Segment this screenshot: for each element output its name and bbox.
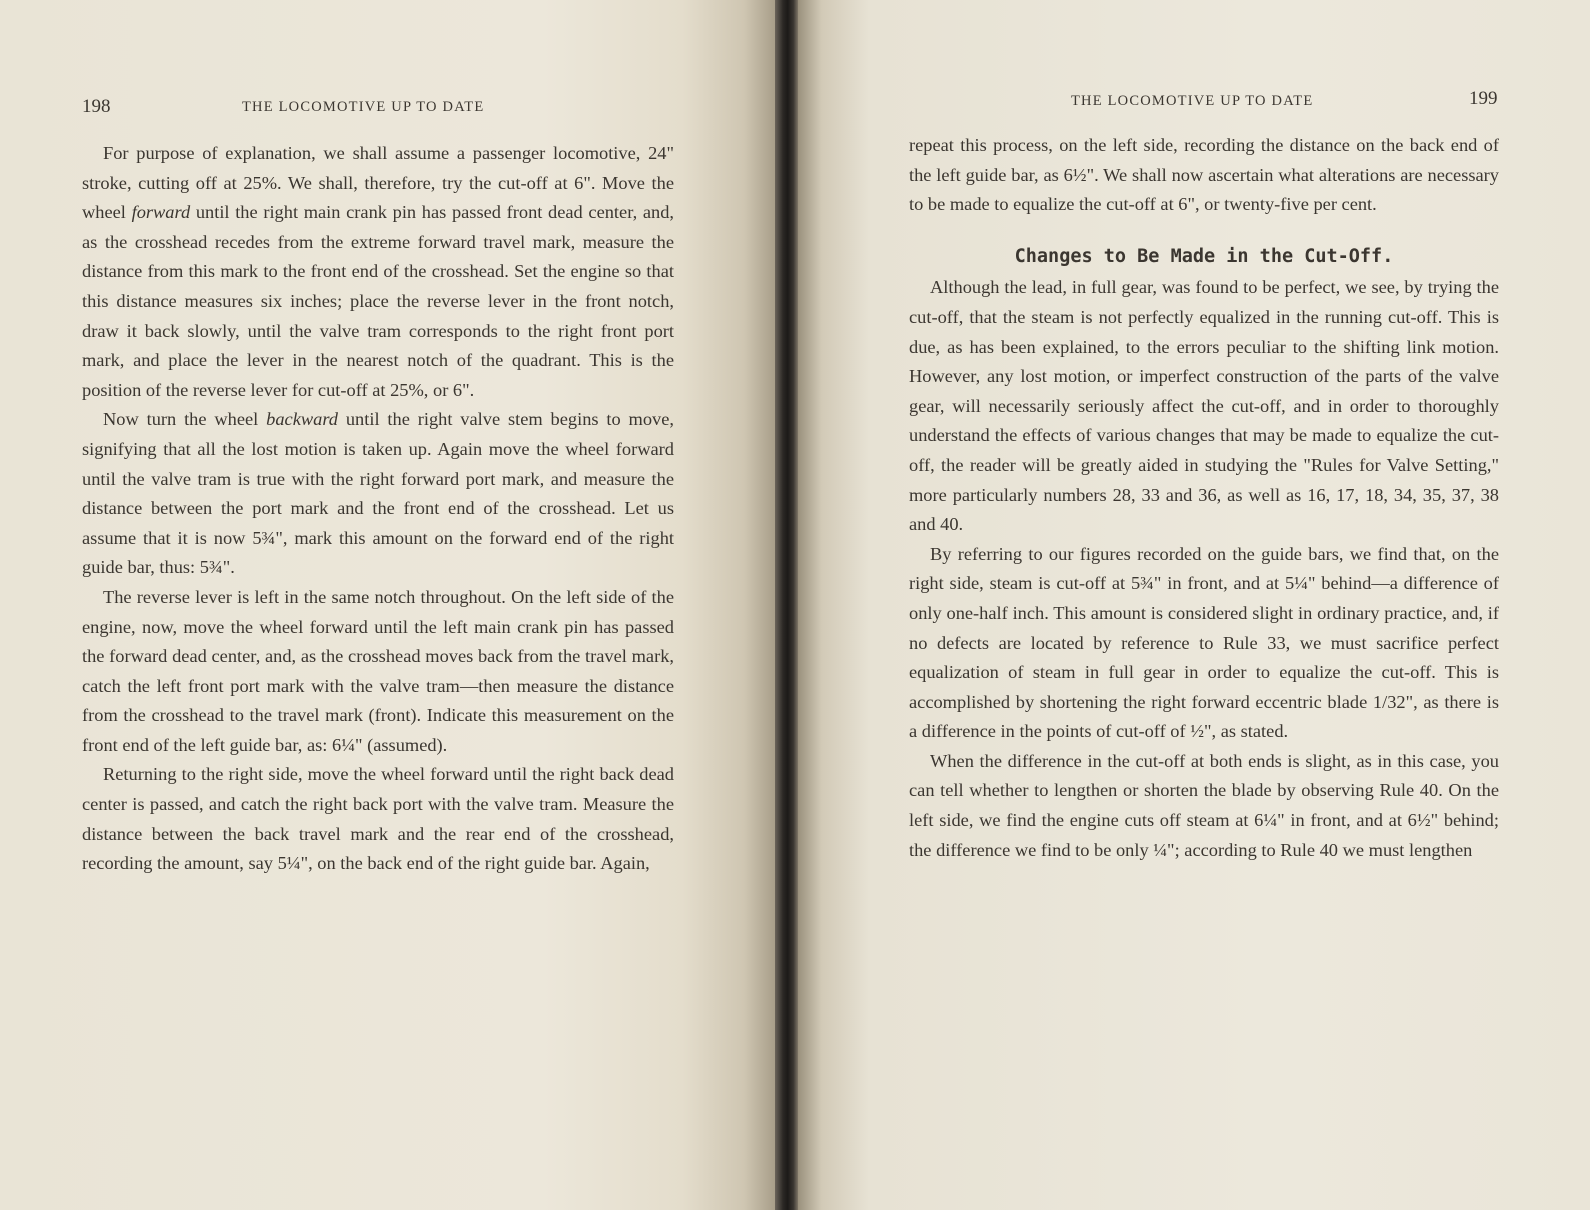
left-running-head: THE LOCOMOTIVE UP TO DATE (242, 99, 485, 115)
paragraph: By referring to our figures recorded on the guide bars, we find that, on the right side, steam is cut-off at 5¾" in front, and at 5¼" behind—a difference of only one-half inch. This amount is considered slight in ordinary practice, and, if no defects are located by reference to Rule 33, we must sacrifice perfect equalization of steam in full gear in order to equalize the cut-off. This is accomplished by shortening the right forward eccentric blade 1/32", as there is a difference in the points of cut-off of ½", as stated. (909, 543, 1499, 742)
left-page (0, 0, 775, 1210)
left-page-number: 198 (82, 96, 111, 117)
right-page (798, 0, 1590, 1210)
right-running-head: THE LOCOMOTIVE UP TO DATE (1071, 93, 1314, 109)
paragraph: The reverse lever is left in the same notch throughout. On the left side of the engine, now, move the wheel forward until the left main crank pin has passed the forward dead center, and, as the crosshead moves back from the travel mark, catch the left front port mark with the valve tram—then measure the distance from the crosshead to the travel mark (front). Indicate this measurement on the front end of the left guide bar, as: 6¼" (assumed). (82, 586, 674, 755)
paragraph: Although the lead, in full gear, was found to be perfect, we see, by trying the cut-off, that the steam is not perfectly equalized in the running cut-off. This is due, as has been explained, to the errors peculiar to the shifting link motion. However, any lost motion, or imperfect construction of the parts of the valve gear, will necessarily seriously affect the cut-off, and in order to thoroughly understand the effects of various changes that may be made to equalize the cut-off, the reader will be greatly aided in studying the "Rules for Valve Setting," more particularly numbers 28, 33 and 36, as well as 16, 17, 18, 34, 35, 37, 38 and 40. (909, 277, 1499, 535)
paragraph: Returning to the right side, move the wheel forward until the right back dead center is passed, and catch the right back port with the valve tram. Measure the distance between the back travel mark and the rear end of the crosshead, recording the amount, say 5¼", on the back end of the right guide bar. Again, (82, 764, 674, 874)
paragraph: Now turn the wheel backward until the right valve stem begins to move, signifying that all the lost motion is taken up. Again move the wheel forward until the valve tram is true with the right forward port mark, and measure the distance between the port mark and the front end of the crosshead. Let us assume that it is now 5¾", mark this amount on the forward end of the right guide bar, thus: 5¾". (82, 409, 674, 578)
right-page-body (909, 131, 1499, 865)
paragraph: When the difference in the cut-off at both ends is slight, as in this case, you can tell whether to lengthen or shorten the blade by observing Rule 40. On the left side, we find the engine cuts off steam at 6¼" in front, and at 6½" behind; the difference we find to be only ¼"; according to Rule 40 we must lengthen (909, 750, 1499, 860)
left-page-body (82, 139, 674, 879)
right-page-number: 199 (1469, 88, 1498, 109)
paragraph: repeat this process, on the left side, recording the distance on the back end of the left guide bar, as 6½". We shall now ascertain what alterations are necessary to be made to equalize the cut-off at 6", or twenty-five per cent. (909, 135, 1499, 215)
section-heading: Changes to Be Made in the Cut-Off. (1014, 245, 1394, 267)
paragraph: For purpose of explanation, we shall assume a passenger locomotive, 24" stroke, cutting off at 25%. We shall, therefore, try the cut-off at 6". Move the wheel forward until the right main crank pin has passed front dead center, and, as the crosshead recedes from the extreme forward travel mark, measure the distance from this mark to the front end of the crosshead. Set the engine so that this distance measures six inches; place the reverse lever in the front notch, draw it back slowly, until the valve tram corresponds to the right front port mark, and place the lever in the nearest notch of the quadrant. This is the position of the reverse lever for cut-off at 25%, or 6". (82, 143, 674, 400)
book-gutter (775, 0, 798, 1210)
